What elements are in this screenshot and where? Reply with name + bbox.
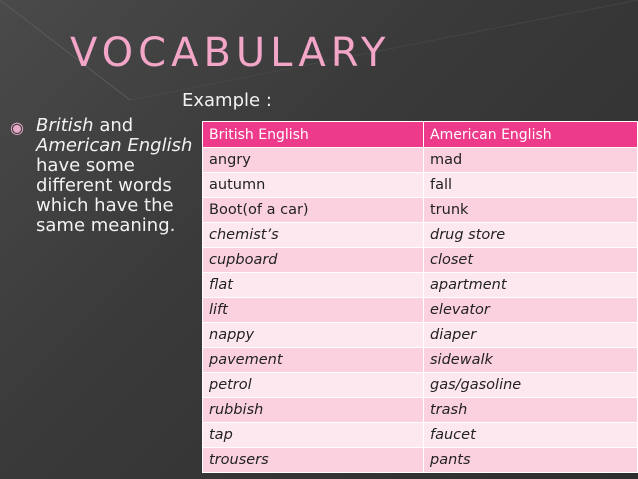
table-row [203, 198, 638, 223]
table-cell-british: autumn [203, 173, 424, 198]
table-row [203, 248, 638, 273]
example-label: Example : [182, 90, 272, 111]
table-cell-british: cupboard [203, 248, 424, 273]
bullet-text-and: and [93, 115, 134, 136]
table-cell-american: trunk [424, 198, 638, 223]
table-cell-american: drug store [424, 223, 638, 248]
bullet-text-american: American English [36, 135, 193, 156]
table-row [203, 323, 638, 348]
header-british: British English [203, 122, 424, 148]
table-row [203, 373, 638, 398]
table-cell-american: pants [424, 448, 638, 473]
table-cell-american: trash [424, 398, 638, 423]
table-row [203, 223, 638, 248]
table-cell-british: trousers [203, 448, 424, 473]
table-cell-british: nappy [203, 323, 424, 348]
table-cell-american: faucet [424, 423, 638, 448]
table-cell-american: mad [424, 148, 638, 173]
bullet-point [10, 116, 195, 236]
header-american: American English [424, 122, 638, 148]
table-cell-british: rubbish [203, 398, 424, 423]
table-row [203, 398, 638, 423]
table-cell-british: Boot(of a car) [203, 198, 424, 223]
table-cell-british: petrol [203, 373, 424, 398]
table-cell-american: fall [424, 173, 638, 198]
table-row [203, 298, 638, 323]
table-row [203, 423, 638, 448]
vocabulary-table [202, 121, 638, 473]
table-cell-british: angry [203, 148, 424, 173]
table-cell-british: lift [203, 298, 424, 323]
table-cell-american: elevator [424, 298, 638, 323]
table-row [203, 448, 638, 473]
slide-title: VOCABULARY [70, 30, 391, 76]
table-row [203, 148, 638, 173]
bullet-text-rest: have some different words which have the same meaning. [36, 155, 176, 236]
table-cell-british: chemist’s [203, 223, 424, 248]
table-header-row [203, 122, 638, 148]
table-cell-american: gas/gasoline [424, 373, 638, 398]
table-row [203, 173, 638, 198]
table-row [203, 348, 638, 373]
bullet-text [36, 116, 195, 236]
table-cell-american: apartment [424, 273, 638, 298]
table-cell-british: flat [203, 273, 424, 298]
table-row [203, 273, 638, 298]
table-cell-american: closet [424, 248, 638, 273]
table-cell-american: sidewalk [424, 348, 638, 373]
bullet-text-british: British [36, 115, 94, 136]
target-bullet-icon: ◉ [10, 118, 24, 137]
table-cell-british: pavement [203, 348, 424, 373]
table-cell-american: diaper [424, 323, 638, 348]
table-cell-british: tap [203, 423, 424, 448]
